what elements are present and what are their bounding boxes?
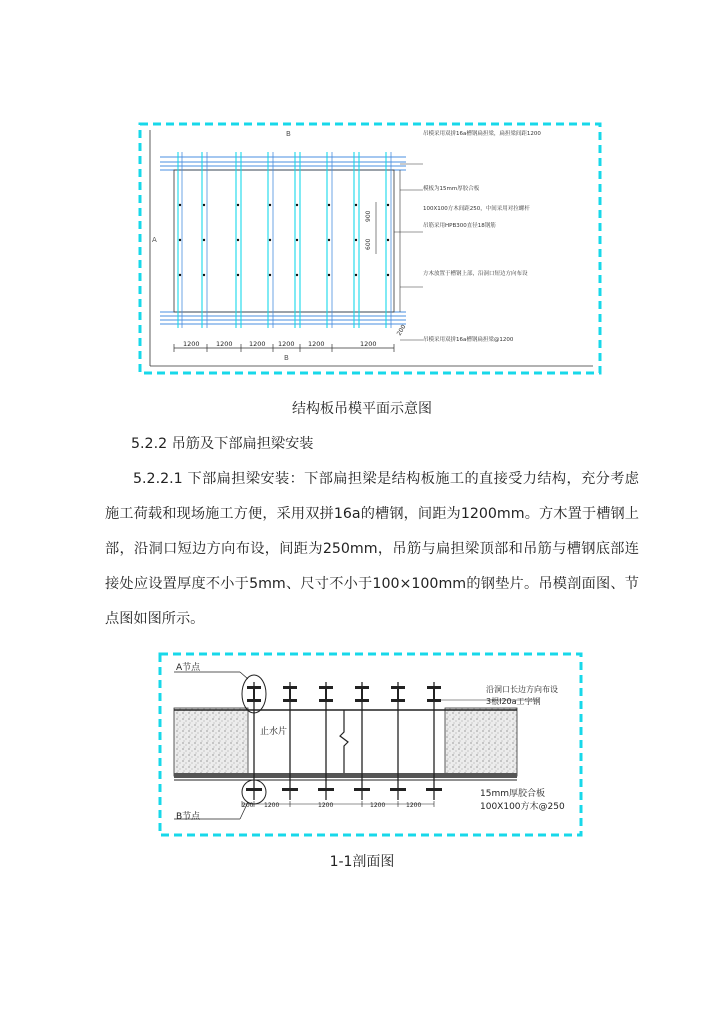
plan-dim-3: 1200 bbox=[249, 340, 266, 348]
bottom-plates bbox=[246, 788, 442, 791]
plywood-note: 15mm厚胶合板 bbox=[480, 789, 545, 799]
svg-text:900: 900 bbox=[365, 210, 372, 222]
plan-note-4: 吊筋采用HPB300直径18钢筋 bbox=[423, 223, 496, 229]
left-slab bbox=[174, 708, 248, 776]
section-dim-2: 1200 bbox=[264, 802, 280, 809]
plan-dim-4: 1200 bbox=[278, 340, 295, 348]
plan-note-2: 模板为15mm厚胶合板 bbox=[423, 186, 480, 192]
svg-text:B: B bbox=[286, 130, 291, 138]
top-beams bbox=[247, 686, 441, 702]
plan-dim-6: 1200 bbox=[360, 340, 377, 348]
water-stop-label: 止水片 bbox=[260, 727, 288, 737]
bolt-dots bbox=[179, 204, 389, 276]
right-slab bbox=[445, 708, 517, 776]
top-beam-lines bbox=[160, 157, 406, 170]
leader-lines bbox=[394, 164, 423, 340]
plywood bbox=[174, 773, 517, 778]
plan-note-6: 吊模采用双拼16a槽钢扁担梁@1200 bbox=[423, 337, 514, 343]
beam-note-2: 3根I20a工字钢 bbox=[486, 697, 541, 706]
timber-note: 100X100方木@250 bbox=[480, 802, 565, 812]
body-paragraph bbox=[105, 462, 639, 637]
node-a-label: A节点 bbox=[176, 663, 201, 673]
section-dim-1: 200 bbox=[242, 802, 254, 809]
section-dim-5: 1200 bbox=[406, 802, 422, 809]
svg-text:600: 600 bbox=[365, 238, 372, 250]
node-b-label: B节点 bbox=[176, 812, 201, 822]
section-heading: 5.2.2 吊筋及下部扁担梁安装 bbox=[131, 436, 314, 452]
bottom-beam-lines bbox=[160, 312, 406, 324]
plan-note-3: 100X100方木间距250，中间采用对拉螺杆 bbox=[423, 206, 530, 212]
section-figure bbox=[158, 652, 583, 837]
body-paragraph-text: 5.2.2.1 下部扁担梁安装：下部扁担梁是结构板施工的直接受力结构，充分考虑施工荷载和现场施工方便，采用双拼16a的槽钢，间距为1200mm。方木置于槽钢上部，沿洞口短边方向布设，间距为250mm，吊筋与扁担梁顶部和吊筋与槽钢底部连接处应设置厚度不小于5mm、尺寸不小于100×100mm的钢垫片。吊模剖面图、节点图如图所示。 bbox=[105, 471, 639, 627]
plan-note-1: 吊模采用双拼16a槽钢扁担梁，扁担梁间距1200 bbox=[423, 131, 541, 137]
timber-lines bbox=[178, 152, 386, 328]
plan-dim-2: 1200 bbox=[216, 340, 233, 348]
svg-text:B: B bbox=[284, 354, 289, 362]
figure2-caption: 1-1剖面图 bbox=[329, 854, 395, 870]
plan-dim-5: 1200 bbox=[308, 340, 325, 348]
hangers bbox=[254, 682, 434, 800]
beam-note-1: 沿洞口长边方向布设 bbox=[486, 685, 558, 694]
plan-note-5: 方木放置于槽钢上部，沿洞口短边方向布设 bbox=[423, 271, 528, 277]
section-dim-4: 1200 bbox=[370, 802, 386, 809]
svg-text:A: A bbox=[152, 236, 157, 244]
section-dim-3: 1200 bbox=[318, 802, 334, 809]
svg-text:200: 200 bbox=[395, 323, 408, 337]
plan-figure bbox=[138, 122, 602, 375]
figure1-caption: 结构板吊模平面示意图 bbox=[292, 401, 432, 417]
plan-dim-1: 1200 bbox=[183, 340, 200, 348]
